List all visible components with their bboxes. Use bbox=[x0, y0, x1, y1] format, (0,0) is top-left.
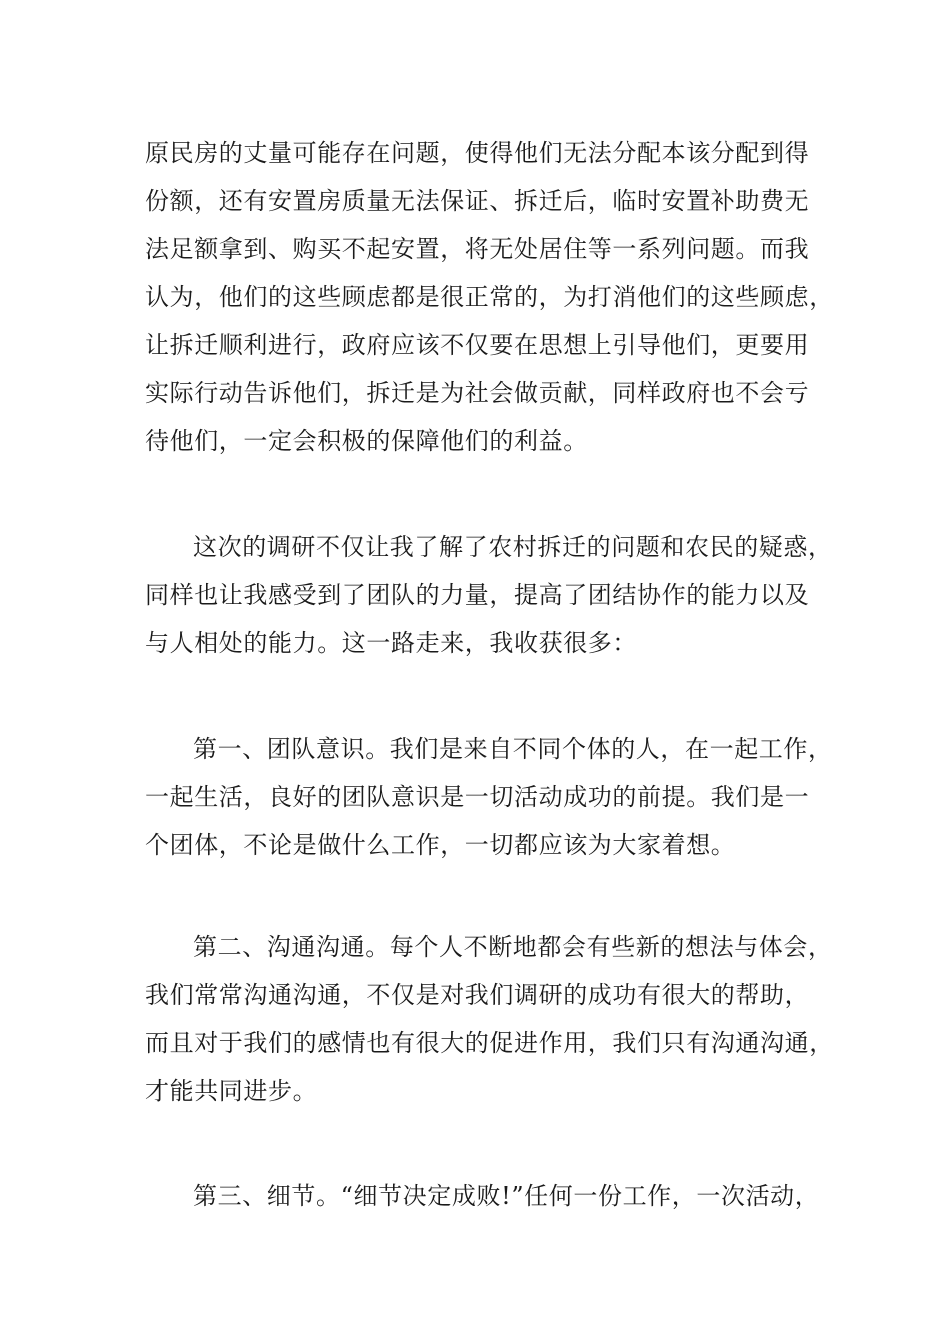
text-line: 份额，还有安置房质量无法保证、拆迁后，临时安置补助费无 bbox=[145, 187, 810, 215]
text-line: 第三、细节。“细节决定成败!”任何一份工作，一次活动， bbox=[193, 1182, 820, 1210]
text-line: 而且对于我们的感情也有很大的促进作用，我们只有沟通沟通， bbox=[145, 1029, 834, 1057]
text-line: 个团体，不论是做什么工作，一切都应该为大家着想。 bbox=[145, 831, 736, 859]
text-line: 法足额拿到、购买不起安置，将无处居住等一系列问题。而我 bbox=[145, 235, 810, 263]
text-line: 第一、团队意识。我们是来自不同个体的人，在一起工作， bbox=[193, 735, 833, 763]
text-line: 同样也让我感受到了团队的力量，提高了团结协作的能力以及 bbox=[145, 581, 810, 609]
text-line: 原民房的丈量可能存在问题，使得他们无法分配本该分配到得 bbox=[145, 139, 810, 167]
text-line: 才能共同进步。 bbox=[145, 1077, 318, 1105]
text-line: 一起生活，良好的团队意识是一切活动成功的前提。我们是一 bbox=[145, 783, 810, 811]
text-line: 第二、沟通沟通。每个人不断地都会有些新的想法与体会， bbox=[193, 933, 833, 961]
text-line: 这次的调研不仅让我了解了农村拆迁的问题和农民的疑惑， bbox=[193, 533, 833, 561]
text-line: 待他们，一定会积极的保障他们的利益。 bbox=[145, 427, 588, 455]
text-line: 我们常常沟通沟通，不仅是对我们调研的成功有很大的帮助， bbox=[145, 981, 810, 1009]
text-line: 让拆迁顺利进行，政府应该不仅要在思想上引导他们，更要用 bbox=[145, 331, 810, 359]
text-line: 实际行动告诉他们，拆迁是为社会做贡献，同样政府也不会亏 bbox=[145, 379, 810, 407]
text-line: 与人相处的能力。这一路走来，我收获很多： bbox=[145, 629, 637, 657]
text-line: 认为，他们的这些顾虑都是很正常的，为打消他们的这些顾虑， bbox=[145, 283, 834, 311]
